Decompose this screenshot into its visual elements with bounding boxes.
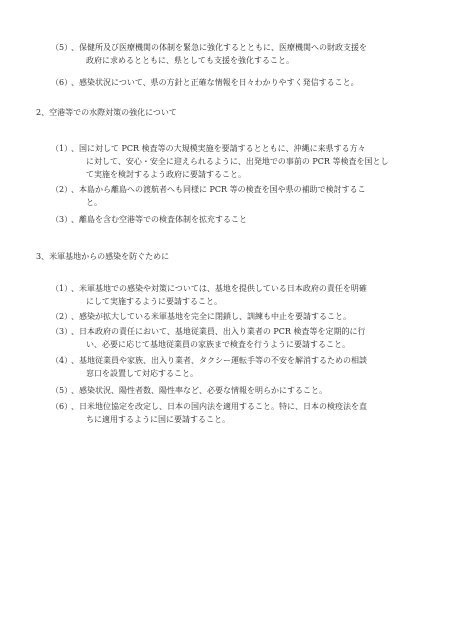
item-text-line: 、感染状況、陽性者数、陽性率など、必要な情報を明らかにすること。 xyxy=(71,386,327,395)
item-text-line: 、米軍基地での感染や対策については、基地を提供している日本政府の責任を明確 xyxy=(71,284,367,293)
item-text-line: と。 xyxy=(86,198,102,207)
item-text-line: 、離島を含む空港等での検査体制を拡充すること xyxy=(71,215,247,224)
item-number: （6） xyxy=(51,402,73,411)
section-heading: 3、米軍基地からの感染を防ぐために xyxy=(36,252,170,261)
list-item xyxy=(0,355,452,381)
item-text-line: 、本島から離島への渡航者へも同様に PCR 等の検査を国や県の補助で検討するこ xyxy=(71,185,366,194)
item-number: （2） xyxy=(51,185,73,194)
item-number: （1） xyxy=(51,144,73,153)
item-text-line: 、日米地位協定を改定し、日本の国内法を適用すること。特に、日本の検疫法を直 xyxy=(71,402,367,411)
section-heading: 2、空港等での水際対策の強化について xyxy=(36,108,177,117)
list-item xyxy=(0,143,452,182)
item-number: （6） xyxy=(51,78,73,87)
item-text-line: にして実施するように要請すること。 xyxy=(86,297,222,306)
item-text-line: い、必要に応じて基地従業員の家族まで検査を行うように要請すること。 xyxy=(86,340,350,349)
item-text-line: ちに適用するように国に要請すること。 xyxy=(86,415,230,424)
item-number: （4） xyxy=(51,356,73,365)
item-text-line: 、感染状況について、県の方針と正確な情報を日々わかりやすく発信すること。 xyxy=(71,78,359,87)
list-item xyxy=(0,311,452,324)
item-text-line: 、日本政府の責任において、基地従業員、出入り業者の PCR 検査等を定期的に行 xyxy=(71,327,366,336)
item-text-line: 、国に対して PCR 検査等の大規模実施を要請するとともに、沖縄に来県する方々 xyxy=(71,144,366,153)
item-number: （2） xyxy=(51,312,73,321)
list-item xyxy=(0,326,452,352)
list-item xyxy=(0,184,452,210)
list-item xyxy=(0,42,452,68)
list-item xyxy=(0,401,452,427)
list-item xyxy=(0,77,452,90)
item-number: （5） xyxy=(51,386,73,395)
item-text-line: 、基地従業員や家族、出入り業者、タクシー運転手等の不安を解消するための相談 xyxy=(71,356,367,365)
list-item xyxy=(0,385,452,398)
item-text-line: て実施を検討するよう政府に要請すること。 xyxy=(86,170,246,179)
item-text-line: 、感染が拡大している米軍基地を完全に閉鎖し、訓練も中止を要請すること。 xyxy=(71,312,351,321)
item-text-line: 、保健所及び医療機関の体制を緊急に強化するとともに、医療機関への財政支援を xyxy=(71,43,367,52)
item-text-line: 政府に求めるとともに、県としても支援を強化すること。 xyxy=(86,56,294,65)
item-number: （3） xyxy=(51,327,73,336)
item-number: （5） xyxy=(51,43,73,52)
item-number: （3） xyxy=(51,215,73,224)
list-item xyxy=(0,214,452,227)
item-number: （1） xyxy=(51,284,73,293)
item-text-line: に対して、安心・安全に迎えられるように、出発地での事前の PCR 等検査を国とし xyxy=(86,157,389,166)
list-item xyxy=(0,283,452,309)
item-text-line: 窓口を設置して対応すること。 xyxy=(86,369,198,378)
